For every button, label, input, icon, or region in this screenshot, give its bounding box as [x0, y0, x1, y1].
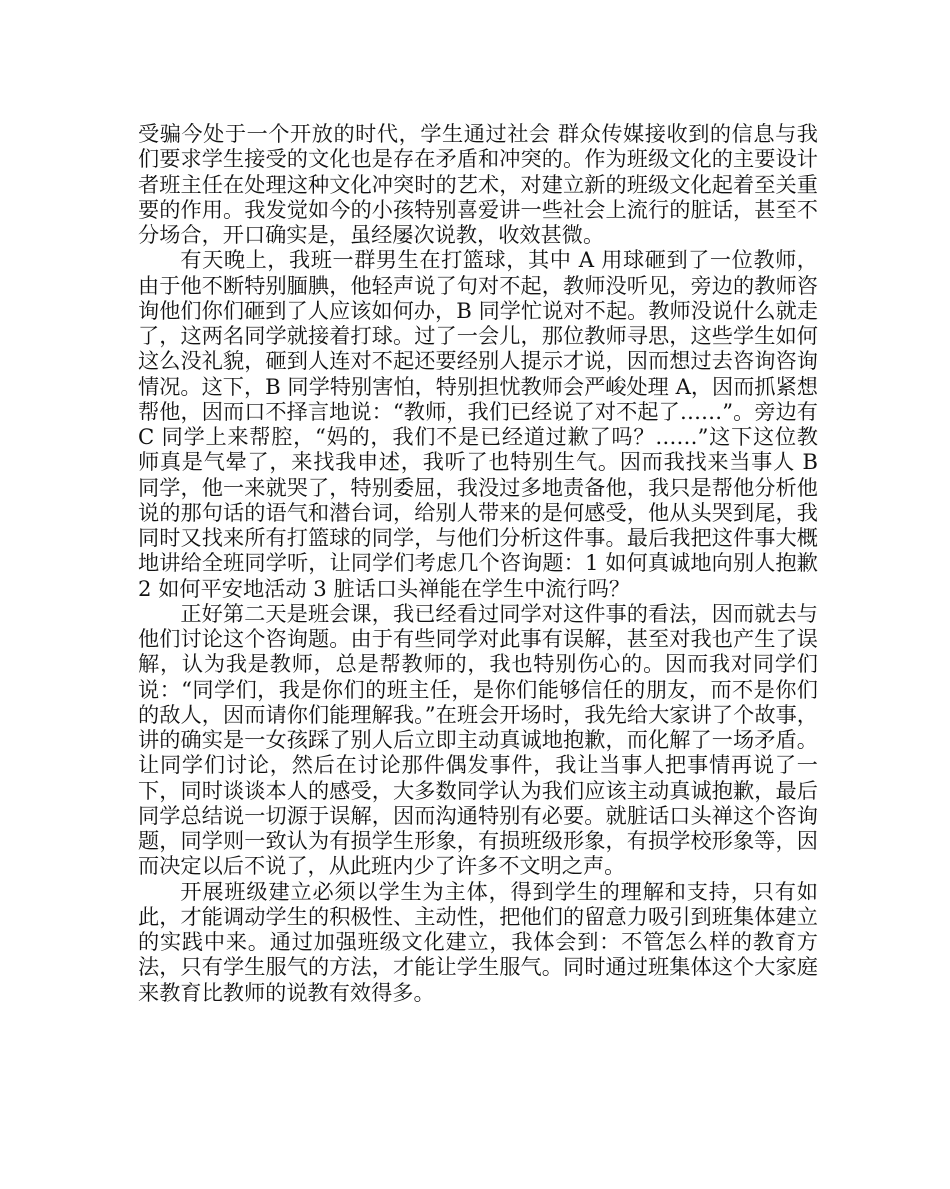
paragraph-2: 有天晚上，我班一群男生在打篮球，其中 A 用球砸到了一位教师，由于他不断特别腼腆，他轻声说了句对不起，教师没听见，旁边的教师咨询他们你们砸到了人应该如何办，B 同学忙说对不起。教师没说什么就走了，这两名同学就接着打球。过了一会儿，那位教师寻思，这些学生如何这么没礼貌，砸到人连对不起还要经别人提示才说，因而想过去咨询咨询情况。这下，B 同学特别害怕，特别担忧教师会严峻处理 A，因而抓紧想帮他，因而口不择言地说：“教师，我们已经说了对不起了……”。旁边有 C 同学上来帮腔，“妈的，我们不是已经道过歉了吗？……”这下这位教师真是气晕了，来找我申述，我听了也特别生气。因而我找来当事人 B 同学，他一来就哭了，特别委屈，我没过多地责备他，我只是帮他分析他说的那句话的语气和潜台词，给别人带来的是何感受，他从头哭到尾，我同时又找来所有打篮球的同学，与他们分析这件事。最后我把这件事大概地讲给全班同学听，让同学们考虑几个咨询题：1 如何真诚地向别人抱歉 2 如何平安地活动 3 脏话口头禅能在学生中流行吗？	[138, 247, 818, 601]
document-body	[138, 121, 818, 1005]
paragraph-3: 正好第二天是班会课，我已经看过同学对这件事的看法，因而就去与他们讨论这个咨询题。由于有些同学对此事有误解，甚至对我也产生了误解，认为我是教师，总是帮教师的，我也特别伤心的。因而我对同学们说：“同学们，我是你们的班主任，是你们能够信任的朋友，而不是你们的敌人，因而请你们能理解我。”在班会开场时，我先给大家讲了个故事，讲的确实是一女孩踩了别人后立即主动真诚地抱歉，而化解了一场矛盾。让同学们讨论，然后在讨论那件偶发事件，我让当事人把事情再说了一下，同时谈谈本人的感受，大多数同学认为我们应该主动真诚抱歉，最后同学总结说一切源于误解，因而沟通特别有必要。就脏话口头禅这个咨询题，同学则一致认为有损学生形象，有损班级形象，有损学校形象等，因而决定以后不说了，从此班内少了许多不文明之声。	[138, 600, 818, 879]
paragraph-4: 开展班级建立必须以学生为主体，得到学生的理解和支持，只有如此，才能调动学生的积极性、主动性，把他们的留意力吸引到班集体建立的实践中来。通过加强班级文化建立，我体会到：不管怎么样的教育方法，只有学生服气的方法，才能让学生服气。同时通过班集体这个大家庭来教育比教师的说教有效得多。	[138, 878, 818, 1005]
paragraph-1: 受骗今处于一个开放的时代，学生通过社会 群众传媒接收到的信息与我们要求学生接受的文化也是存在矛盾和冲突的。作为班级文化的主要设计者班主任在处理这种文化冲突时的艺术，对建立新的班级文化起着至关重要的作用。我发觉如今的小孩特别喜爱讲一些社会上流行的脏话，甚至不分场合，开口确实是，虽经屡次说教，收效甚微。	[138, 121, 818, 247]
